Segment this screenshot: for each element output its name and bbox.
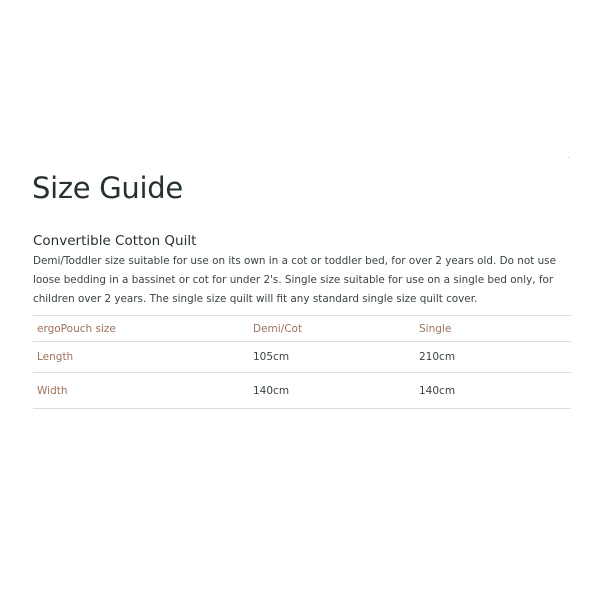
width-single-value: 140cm — [419, 384, 456, 397]
header-size-label: ergoPouch size — [37, 322, 116, 335]
table-header-row — [33, 316, 571, 342]
page-title: Size Guide — [32, 171, 183, 205]
header-single: Single — [419, 322, 452, 335]
table-row-length — [33, 342, 571, 373]
table-row-width — [33, 373, 571, 409]
length-demi-value: 105cm — [253, 351, 290, 363]
row-label-length: Length — [37, 351, 74, 363]
size-table — [33, 315, 571, 409]
row-label-width: Width — [37, 384, 68, 397]
length-single-value: 210cm — [419, 351, 456, 363]
product-description: Demi/Toddler size suitable for use on its own in a cot or toddler bed, for over 2 years old. Do not use loose bedding in a bassinet or cot for under 2's. Single size suitable for use on a single bed only, for children over 2 years. The single size quilt will fit any standard single size quilt cover. — [33, 255, 556, 305]
decorative-dot — [568, 157, 569, 158]
width-demi-value: 140cm — [253, 384, 290, 397]
header-demi-cot: Demi/Cot — [253, 322, 303, 335]
product-subtitle: Convertible Cotton Quilt — [33, 233, 197, 249]
